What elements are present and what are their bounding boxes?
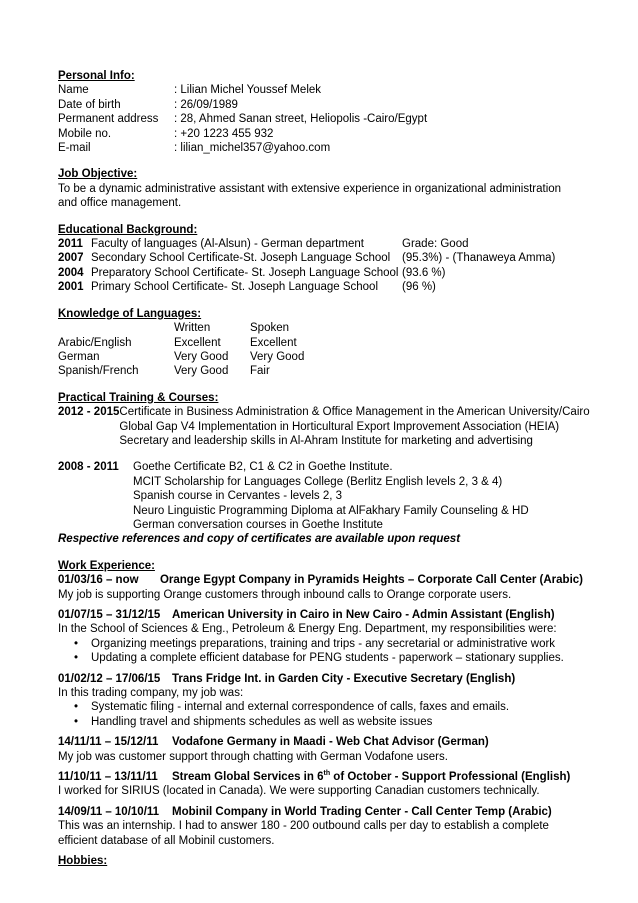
training-period: 2012 - 2015 [58, 406, 120, 419]
lang-spoken: Fair [250, 365, 270, 378]
edu-year: 2011 [58, 238, 83, 251]
personal-info-rows [58, 83, 583, 155]
education-row [58, 237, 583, 251]
job-objective-heading: Job Objective: [58, 168, 138, 181]
pi-value: : +20 1223 455 932 [174, 127, 274, 140]
training-heading: Practical Training & Courses: [58, 391, 219, 404]
lang-name-blank [58, 321, 174, 335]
work-date: 01/07/15 – 31/12/15 [58, 609, 161, 621]
training-item: MCIT Scholarship for Languages College (Berlitz English levels 2, 3 & 4) [133, 475, 503, 488]
edu-year: 2001 [58, 281, 84, 294]
work-job-header [58, 608, 583, 622]
pi-value: : 26/09/1989 [174, 98, 238, 111]
work-bullet [58, 651, 583, 665]
training-group [58, 460, 583, 532]
training-item: Spanish course in Cervantes - levels 2, 3 [133, 490, 343, 503]
work-title: Mobinil Company in World Trading Center - Call Center Temp (Arabic) [172, 805, 552, 818]
work-title: Vodafone Germany in Maadi - Web Chat Advisor (German) [172, 736, 489, 749]
language-row [58, 364, 583, 378]
spacer [58, 155, 583, 167]
edu-desc: Preparatory School Certificate- St. Joseph Language School [91, 266, 399, 279]
bullet-text: Systematic filing - internal and external correspondence of calls, faxes and emails. [91, 701, 510, 714]
email-value: : lilian_michel357@yahoo.com [174, 142, 331, 155]
work-date: 14/11/11 – 15/12/11 [58, 736, 159, 749]
cv-content [58, 69, 590, 869]
pi-label: E-mail [58, 142, 91, 155]
bullet-text: Handling travel and shipments schedules as well as website issues [91, 715, 433, 728]
edu-grade: (95.3%) - (Thanaweya Amma) [402, 252, 556, 265]
edu-grade: (96 %) [402, 281, 436, 294]
training-period: 2008 - 2011 [58, 461, 119, 474]
job-objective-text: To be a dynamic administrative assistant with extensive experience in organizational administration and office management. [58, 182, 562, 210]
pi-label: Date of birth [58, 98, 121, 111]
pi-value: : 28, Ahmed Sanan street, Heliopolis -Cairo/Egypt [174, 113, 428, 126]
lang-name: Spanish/French [58, 365, 139, 378]
pi-label: Name [58, 84, 89, 97]
work-title: Trans Fridge Int. in Garden City - Executive Secretary (English) [172, 672, 516, 685]
work-date: 01/03/16 – now [58, 574, 139, 587]
lang-name: German [58, 350, 100, 363]
work-title: Orange Egypt Company in Pyramids Heights – Corporate Call Center (Arabic) [159, 574, 583, 587]
bullet-icon: • [74, 637, 79, 650]
work-job-header [58, 672, 583, 686]
edu-desc: Secondary School Certificate-St. Joseph Language School [91, 252, 391, 265]
lang-col-written: Written [174, 322, 211, 335]
lang-written: Very Good [174, 350, 229, 363]
work-title: American University in Cairo in New Cairo - Admin Assistant (English) [172, 609, 555, 621]
lang-spoken: Very Good [250, 350, 305, 363]
spacer [58, 379, 583, 391]
work-bullet [58, 715, 583, 729]
bullet-text: Updating a complete efficient database for PENG students - paperwork – stationary supplies. [91, 652, 564, 665]
work-job [58, 608, 583, 666]
work-date: 11/10/11 – 13/11/11 [58, 771, 158, 784]
lang-col-spoken: Spoken [250, 322, 290, 335]
lang-written: Very Good [174, 365, 229, 378]
bullet-text: Organizing meetings preparations, training and trips - any secretarial or administrative work [91, 637, 556, 650]
pi-label: Permanent address [58, 113, 159, 126]
work-job-header [58, 770, 583, 784]
training-item: Secretary and leadership skills in Al-Ahram Institute for marketing and advertising [119, 434, 533, 447]
pi-value: : Lilian Michel Youssef Melek [174, 84, 322, 97]
work-job [58, 805, 583, 848]
lang-name: Arabic/English [58, 336, 132, 349]
work-title-sup: th [323, 770, 331, 778]
edu-grade: Grade: Good [402, 238, 469, 251]
bullet-icon: • [74, 652, 79, 665]
personal-info-row [58, 141, 583, 155]
work-desc: I worked for SIRIUS (located in Canada). We were supporting Canadian customers technically. [58, 785, 540, 798]
personal-info-row [58, 83, 583, 97]
work-job [58, 735, 583, 764]
training-item: German conversation courses in Goethe Institute [133, 518, 383, 531]
languages-header-row [58, 321, 583, 335]
work-desc: My job was customer support through chatting with German Vodafone users. [58, 750, 448, 763]
languages-heading: Knowledge of Languages: [58, 307, 202, 320]
lang-written: Excellent [174, 336, 221, 349]
work-desc: In the School of Sciences & Eng., Petroleum & Energy Eng. Department, my responsibilities were: [58, 623, 557, 636]
personal-info-row [58, 112, 583, 126]
work-bullet [58, 637, 583, 651]
training-list [133, 460, 529, 532]
work-date: 14/09/11 – 10/10/11 [58, 805, 160, 818]
spacer [58, 547, 583, 559]
work-desc: This was an internship. I had to answer 180 - 200 outbound calls per day to establish a complete efficient database of all Mobinil customers. [58, 820, 549, 847]
training-item: Global Gap V4 Implementation in Horticultural Export Improvement Association (HEIA) [119, 420, 560, 433]
work-job-header [58, 805, 583, 819]
bullet-icon: • [74, 701, 79, 714]
pi-label: Mobile no. [58, 127, 112, 140]
edu-year: 2004 [58, 266, 84, 279]
work-date: 01/02/12 – 17/06/15 [58, 672, 161, 685]
spacer [58, 295, 583, 307]
work-job [58, 770, 583, 799]
training-list [119, 405, 589, 448]
edu-year: 2007 [58, 252, 84, 265]
language-row [58, 350, 583, 364]
certificates-note: Respective references and copy of certificates are available upon request [58, 533, 461, 546]
personal-info-heading: Personal Info: [58, 70, 135, 82]
personal-info-row [58, 98, 583, 112]
work-heading: Work Experience: [58, 559, 155, 572]
edu-desc: Faculty of languages (Al-Alsun) - German department [91, 238, 364, 251]
work-job [58, 573, 583, 602]
education-row [58, 280, 583, 294]
work-title-part: Stream Global Services in 6 [172, 771, 324, 784]
language-row [58, 336, 583, 350]
edu-desc: Primary School Certificate- St. Joseph Language School [91, 281, 379, 294]
work-title-part: of October - Support Professional (English) [330, 771, 571, 784]
work-title [172, 770, 570, 784]
lang-spoken: Excellent [250, 336, 297, 349]
spacer [58, 211, 583, 223]
hobbies-heading: Hobbies: [58, 855, 108, 868]
training-item: Goethe Certificate B2, C1 & C2 in Goethe Institute. [133, 461, 393, 474]
education-row [58, 251, 583, 265]
bullet-icon: • [74, 715, 79, 728]
work-job-header [58, 735, 583, 749]
spacer [58, 448, 583, 460]
work-desc: In this trading company, my job was: [58, 687, 244, 700]
education-row [58, 266, 583, 280]
work-desc: My job is supporting Orange customers through inbound calls to Orange corporate users. [58, 588, 512, 601]
work-job [58, 672, 583, 730]
training-group [58, 405, 590, 448]
training-item: Neuro Linguistic Programming Diploma at AlFakhary Family Counseling & HD [133, 504, 529, 517]
training-item: Certificate in Business Administration & Office Management in the American University/Cairo [119, 406, 590, 419]
education-heading: Educational Background: [58, 223, 198, 236]
edu-grade: (93.6 %) [402, 266, 446, 279]
work-job-header [58, 573, 583, 587]
personal-info-row [58, 127, 583, 141]
work-bullet [58, 700, 583, 714]
